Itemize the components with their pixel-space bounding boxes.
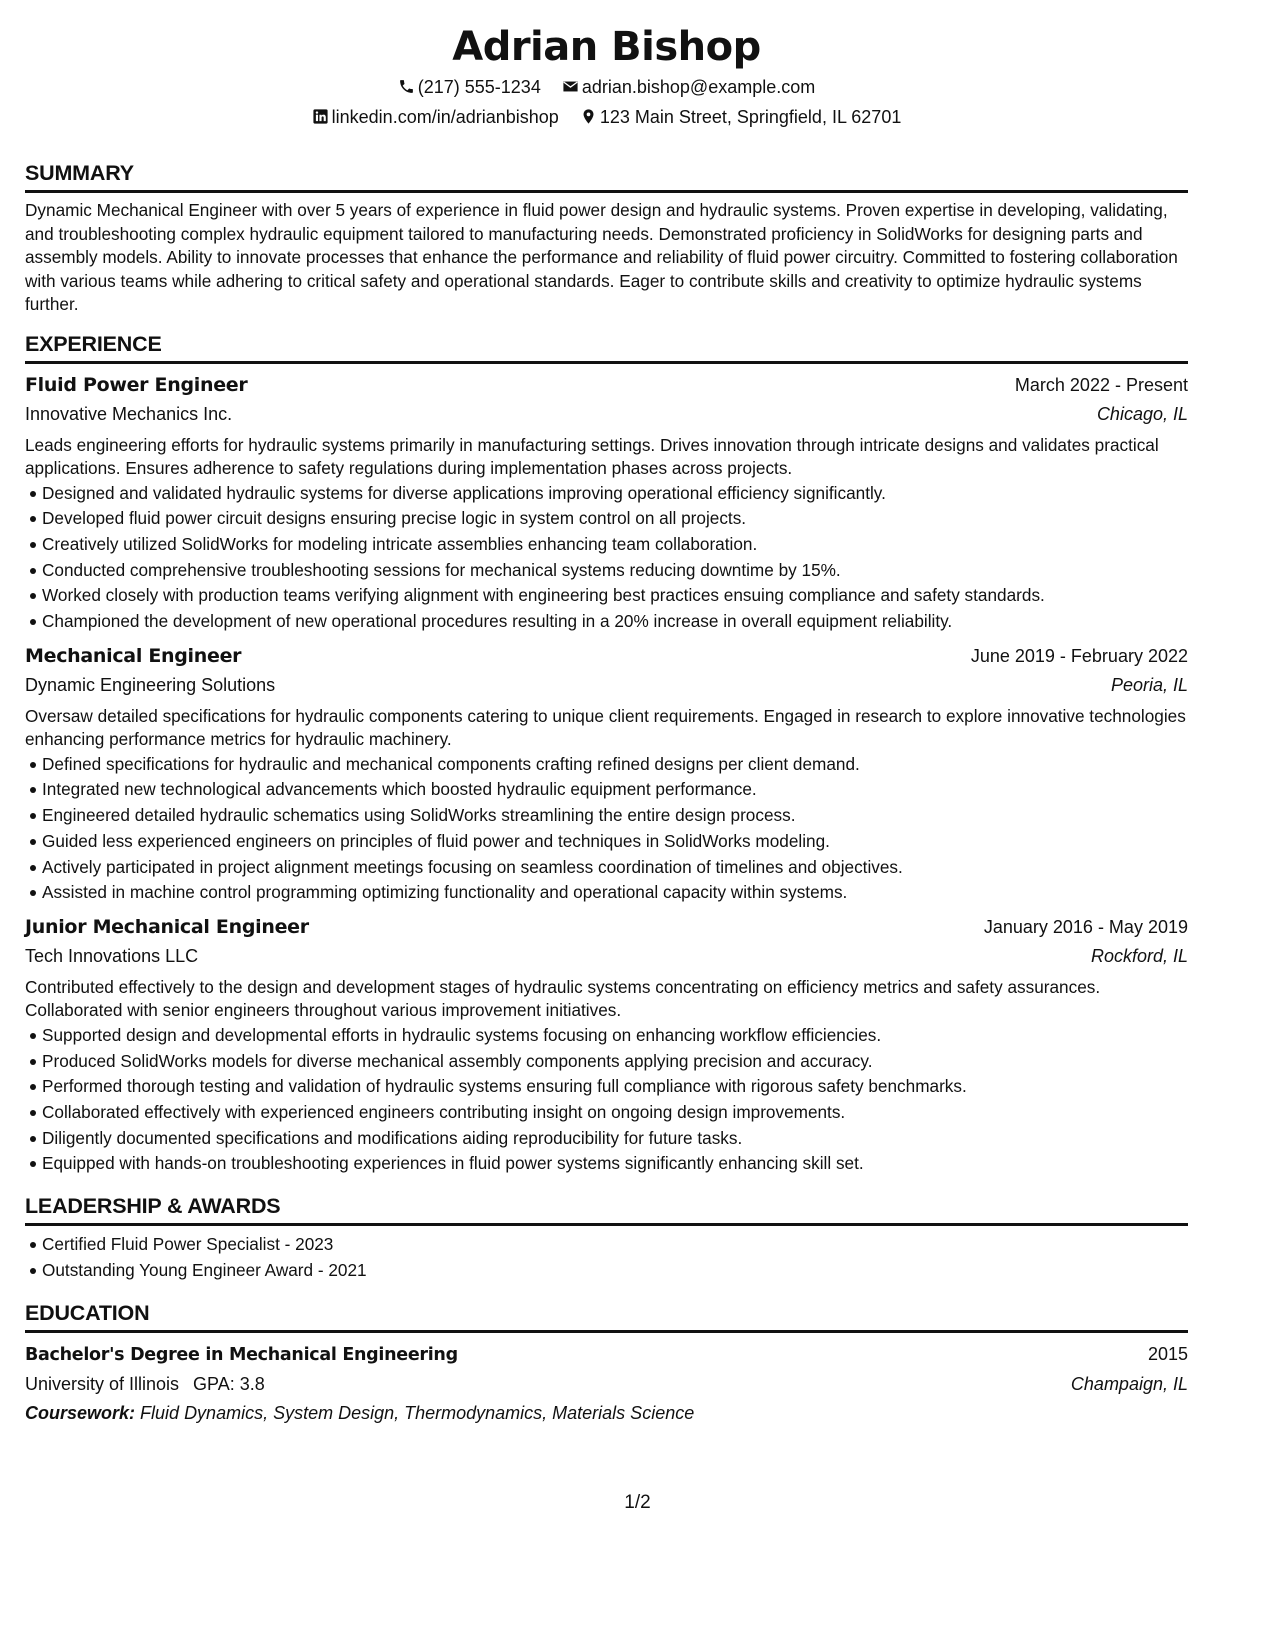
job-entry bbox=[25, 912, 1188, 1177]
summary-heading: SUMMARY bbox=[25, 158, 1188, 193]
contact-row-1 bbox=[25, 72, 1188, 102]
job-description: Contributed effectively to the design and development stages of hydraulic systems concentrating on efficiency metrics and safety assurances. Collaborated with senior engineers throughout various improvement initiatives. bbox=[25, 976, 1101, 1021]
list-item: Outstanding Young Engineer Award - 2021 bbox=[42, 1258, 1188, 1284]
awards-list bbox=[25, 1232, 1188, 1283]
job-entry bbox=[25, 370, 1188, 635]
company-name: Innovative Mechanics Inc. bbox=[25, 403, 233, 424]
degree-title: Bachelor's Degree in Mechanical Engineering bbox=[25, 1344, 458, 1365]
awards-heading: LEADERSHIP & AWARDS bbox=[25, 1191, 1188, 1226]
job-location: Chicago, IL bbox=[1096, 403, 1188, 424]
job-bullets bbox=[25, 481, 1188, 635]
envelope-icon bbox=[562, 78, 579, 95]
job-description: Leads engineering efforts for hydraulic systems primarily in manufacturing settings. Drives innovation through intricate designs and validates practical applications. Ensures adherence to safety regulations during implementation phases across projects. bbox=[25, 434, 1159, 478]
experience-heading: EXPERIENCE bbox=[25, 329, 1188, 364]
list-item: Actively participated in project alignment meetings focusing on seamless coordination of timelines and objectives. bbox=[42, 855, 1188, 881]
coursework bbox=[25, 1398, 1188, 1428]
linkedin-contact[interactable] bbox=[312, 102, 559, 132]
job-entry bbox=[25, 641, 1188, 906]
list-item: Produced SolidWorks models for diverse mechanical assembly components applying precision and accuracy. bbox=[42, 1049, 1188, 1075]
job-dates: June 2019 - February 2022 bbox=[970, 645, 1188, 666]
list-item: Certified Fluid Power Specialist - 2023 bbox=[42, 1232, 1188, 1258]
resume-page bbox=[25, 22, 1188, 1428]
address-contact bbox=[580, 102, 902, 132]
list-item: Designed and validated hydraulic systems for diverse applications improving operational efficiency significantly. bbox=[42, 481, 1188, 507]
school-location: Champaign, IL bbox=[1070, 1373, 1188, 1394]
gpa: GPA: 3.8 bbox=[193, 1373, 265, 1394]
job-title: Fluid Power Engineer bbox=[25, 373, 248, 396]
experience-section bbox=[25, 329, 1188, 1178]
list-item: Guided less experienced engineers on principles of fluid power and techniques in SolidWorks modeling. bbox=[42, 829, 1188, 855]
school-name: University of Illinois bbox=[25, 1373, 180, 1394]
list-item: Conducted comprehensive troubleshooting sessions for mechanical systems reducing downtime by 15%. bbox=[42, 558, 1188, 584]
list-item: Championed the development of new operational procedures resulting in a 20% increase in overall equipment reliability. bbox=[42, 609, 1188, 635]
summary-text: Dynamic Mechanical Engineer with over 5 years of experience in fluid power design and hydraulic systems. Proven expertise in developing, validating, and troubleshooting complex hydraulic equipment tailored to manufacturing needs. Demonstrated proficiency in SolidWorks for designing parts and assembly models. Ability to innovate processes that enhance the performance and reliability of fluid power circuitry. Committed to fostering collaboration with various teams while adhering to critical safety and operational standards. Eager to contribute skills and creativity to optimize hydraulic systems further. bbox=[25, 200, 1178, 314]
job-dates: March 2022 - Present bbox=[1014, 374, 1188, 395]
list-item: Collaborated effectively with experienced engineers contributing insight on ongoing design improvements. bbox=[42, 1100, 1188, 1126]
job-title: Junior Mechanical Engineer bbox=[25, 915, 309, 938]
job-bullets bbox=[25, 752, 1188, 906]
list-item: Defined specifications for hydraulic and mechanical components crafting refined designs per client demand. bbox=[42, 752, 1188, 778]
list-item: Developed fluid power circuit designs ensuring precise logic in system control on all projects. bbox=[42, 506, 1188, 532]
company-name: Dynamic Engineering Solutions bbox=[25, 674, 276, 695]
phone-icon bbox=[398, 78, 415, 95]
list-item: Engineered detailed hydraulic schematics using SolidWorks streamlining the entire design process. bbox=[42, 803, 1188, 829]
coursework-label: Coursework: bbox=[25, 1402, 136, 1423]
coursework-list: Fluid Dynamics, System Design, Thermodynamics, Materials Science bbox=[140, 1402, 695, 1423]
list-item: Performed thorough testing and validation of hydraulic systems ensuring full compliance with rigorous safety benchmarks. bbox=[42, 1074, 1188, 1100]
linkedin-text[interactable]: linkedin.com/in/adrianbishop bbox=[331, 107, 559, 127]
job-bullets bbox=[25, 1023, 1188, 1177]
contact-row-2 bbox=[25, 102, 1188, 132]
list-item: Equipped with hands-on troubleshooting experiences in fluid power systems significantly enhancing skill set. bbox=[42, 1151, 1188, 1177]
education-section bbox=[25, 1298, 1188, 1428]
graduation-year: 2015 bbox=[1147, 1343, 1188, 1364]
list-item: Assisted in machine control programming optimizing functionality and operational capacity within systems. bbox=[42, 880, 1188, 906]
company-name: Tech Innovations LLC bbox=[25, 945, 199, 966]
email-text[interactable]: adrian.bishop@example.com bbox=[581, 77, 816, 97]
summary-section bbox=[25, 158, 1188, 317]
job-location: Rockford, IL bbox=[1090, 945, 1188, 966]
job-location: Peoria, IL bbox=[1110, 674, 1188, 695]
awards-section bbox=[25, 1191, 1188, 1283]
resume-header bbox=[25, 22, 1188, 132]
linkedin-icon bbox=[312, 108, 329, 125]
school-info bbox=[25, 1370, 265, 1398]
email-contact[interactable] bbox=[562, 72, 815, 102]
job-description: Oversaw detailed specifications for hydraulic components catering to unique client requirements. Engaged in research to explore innovative technologies enhancing performance metrics for hydraulic machinery. bbox=[25, 705, 1186, 750]
page-number: 1/2 bbox=[624, 1492, 651, 1513]
map-pin-icon bbox=[580, 108, 597, 125]
education-heading: EDUCATION bbox=[25, 1298, 1188, 1333]
candidate-name: Adrian Bishop bbox=[452, 24, 761, 70]
list-item: Integrated new technological advancements which boosted hydraulic equipment performance. bbox=[42, 777, 1188, 803]
list-item: Diligently documented specifications and modifications aiding reproducibility for future tasks. bbox=[42, 1126, 1188, 1152]
list-item: Worked closely with production teams verifying alignment with engineering best practices ensuing compliance and safety standards. bbox=[42, 583, 1188, 609]
list-item: Supported design and developmental efforts in hydraulic systems focusing on enhancing workflow efficiencies. bbox=[42, 1023, 1188, 1049]
job-dates: January 2016 - May 2019 bbox=[983, 916, 1188, 937]
phone-contact bbox=[398, 72, 541, 102]
list-item: Creatively utilized SolidWorks for modeling intricate assemblies enhancing team collaboration. bbox=[42, 532, 1188, 558]
job-title: Mechanical Engineer bbox=[25, 644, 242, 667]
address-text: 123 Main Street, Springfield, IL 62701 bbox=[599, 107, 902, 127]
phone-text: (217) 555-1234 bbox=[417, 77, 541, 97]
